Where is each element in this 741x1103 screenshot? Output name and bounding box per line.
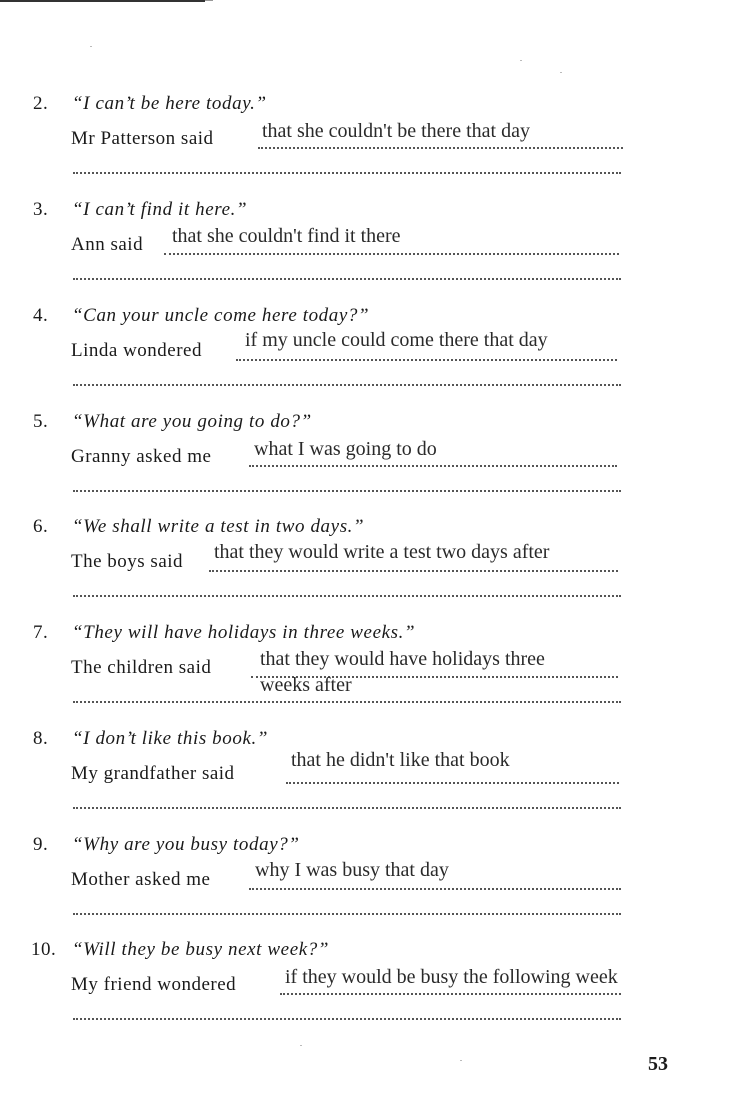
handwritten-answer[interactable]: if my uncle could come there that day <box>245 329 548 351</box>
exercise-number: 8. <box>33 728 49 749</box>
scan-speck <box>520 60 522 61</box>
scan-speck <box>560 72 562 73</box>
direct-speech-quote: “I can’t find it here.” <box>72 199 248 220</box>
exercise-item <box>0 198 741 304</box>
exercise-item <box>0 938 741 1044</box>
reporting-prompt: Linda wondered <box>71 340 202 361</box>
reporting-prompt: Mr Patterson said <box>71 128 214 149</box>
answer-line-2 <box>73 595 621 597</box>
reporting-prompt: My grandfather said <box>71 763 235 784</box>
handwritten-answer[interactable]: that they would write a test two days after <box>214 541 550 563</box>
answer-line-2 <box>73 172 621 174</box>
exercise-item <box>0 833 741 939</box>
exercise-number: 9. <box>33 834 49 855</box>
answer-line <box>249 465 617 467</box>
exercise-number: 5. <box>33 411 49 432</box>
answer-line-2 <box>73 807 621 809</box>
handwritten-answer-continued[interactable]: weeks after <box>260 674 352 696</box>
handwritten-answer[interactable]: what I was going to do <box>254 438 437 460</box>
exercise-number: 3. <box>33 199 49 220</box>
answer-line <box>209 570 618 572</box>
exercise-item <box>0 515 741 621</box>
reporting-prompt: Granny asked me <box>71 446 212 467</box>
answer-line-2 <box>73 701 621 703</box>
handwritten-answer[interactable]: why I was busy that day <box>255 859 449 881</box>
scan-speck <box>300 1045 302 1046</box>
exercise-number: 6. <box>33 516 49 537</box>
exercise-item <box>0 727 741 833</box>
answer-line <box>164 253 619 255</box>
exercise-item <box>0 92 741 198</box>
top-rule <box>0 0 205 2</box>
answer-line-2 <box>73 490 621 492</box>
answer-line <box>236 359 617 361</box>
scan-speck <box>460 1060 462 1061</box>
answer-line-2 <box>73 384 621 386</box>
exercise-number: 7. <box>33 622 49 643</box>
exercise-item <box>0 621 741 727</box>
exercise-number: 4. <box>33 305 49 326</box>
page-number: 53 <box>648 1053 668 1075</box>
answer-line <box>286 782 619 784</box>
answer-line <box>249 888 621 890</box>
answer-line-2 <box>73 913 621 915</box>
handwritten-answer[interactable]: that he didn't like that book <box>291 749 510 771</box>
direct-speech-quote: “I don’t like this book.” <box>72 728 269 749</box>
exercise-number: 2. <box>33 93 49 114</box>
top-rule-tail <box>205 0 213 1</box>
scan-speck <box>90 46 92 47</box>
reporting-prompt: Mother asked me <box>71 869 211 890</box>
handwritten-answer[interactable]: that they would have holidays three <box>260 648 545 670</box>
reporting-prompt: Ann said <box>71 234 144 255</box>
exercise-number: 10. <box>31 939 57 960</box>
answer-line <box>280 993 621 995</box>
handwritten-answer[interactable]: that she couldn't be there that day <box>262 120 530 142</box>
direct-speech-quote: “We shall write a test in two days.” <box>72 516 365 537</box>
answer-line <box>258 147 623 149</box>
reporting-prompt: The boys said <box>71 551 184 572</box>
direct-speech-quote: “I can’t be here today.” <box>72 93 267 114</box>
answer-line-2 <box>73 278 621 280</box>
direct-speech-quote: “Can your uncle come here today?” <box>72 305 370 326</box>
direct-speech-quote: “What are you going to do?” <box>72 411 312 432</box>
direct-speech-quote: “Why are you busy today?” <box>72 834 300 855</box>
exercise-item <box>0 410 741 516</box>
reporting-prompt: My friend wondered <box>71 974 237 995</box>
answer-line-2 <box>73 1018 621 1020</box>
exercise-item <box>0 304 741 410</box>
handwritten-answer[interactable]: that she couldn't find it there <box>172 225 401 247</box>
reporting-prompt: The children said <box>71 657 212 678</box>
direct-speech-quote: “Will they be busy next week?” <box>72 939 330 960</box>
handwritten-answer[interactable]: if they would be busy the following week <box>285 966 618 988</box>
direct-speech-quote: “They will have holidays in three weeks.” <box>72 622 416 643</box>
